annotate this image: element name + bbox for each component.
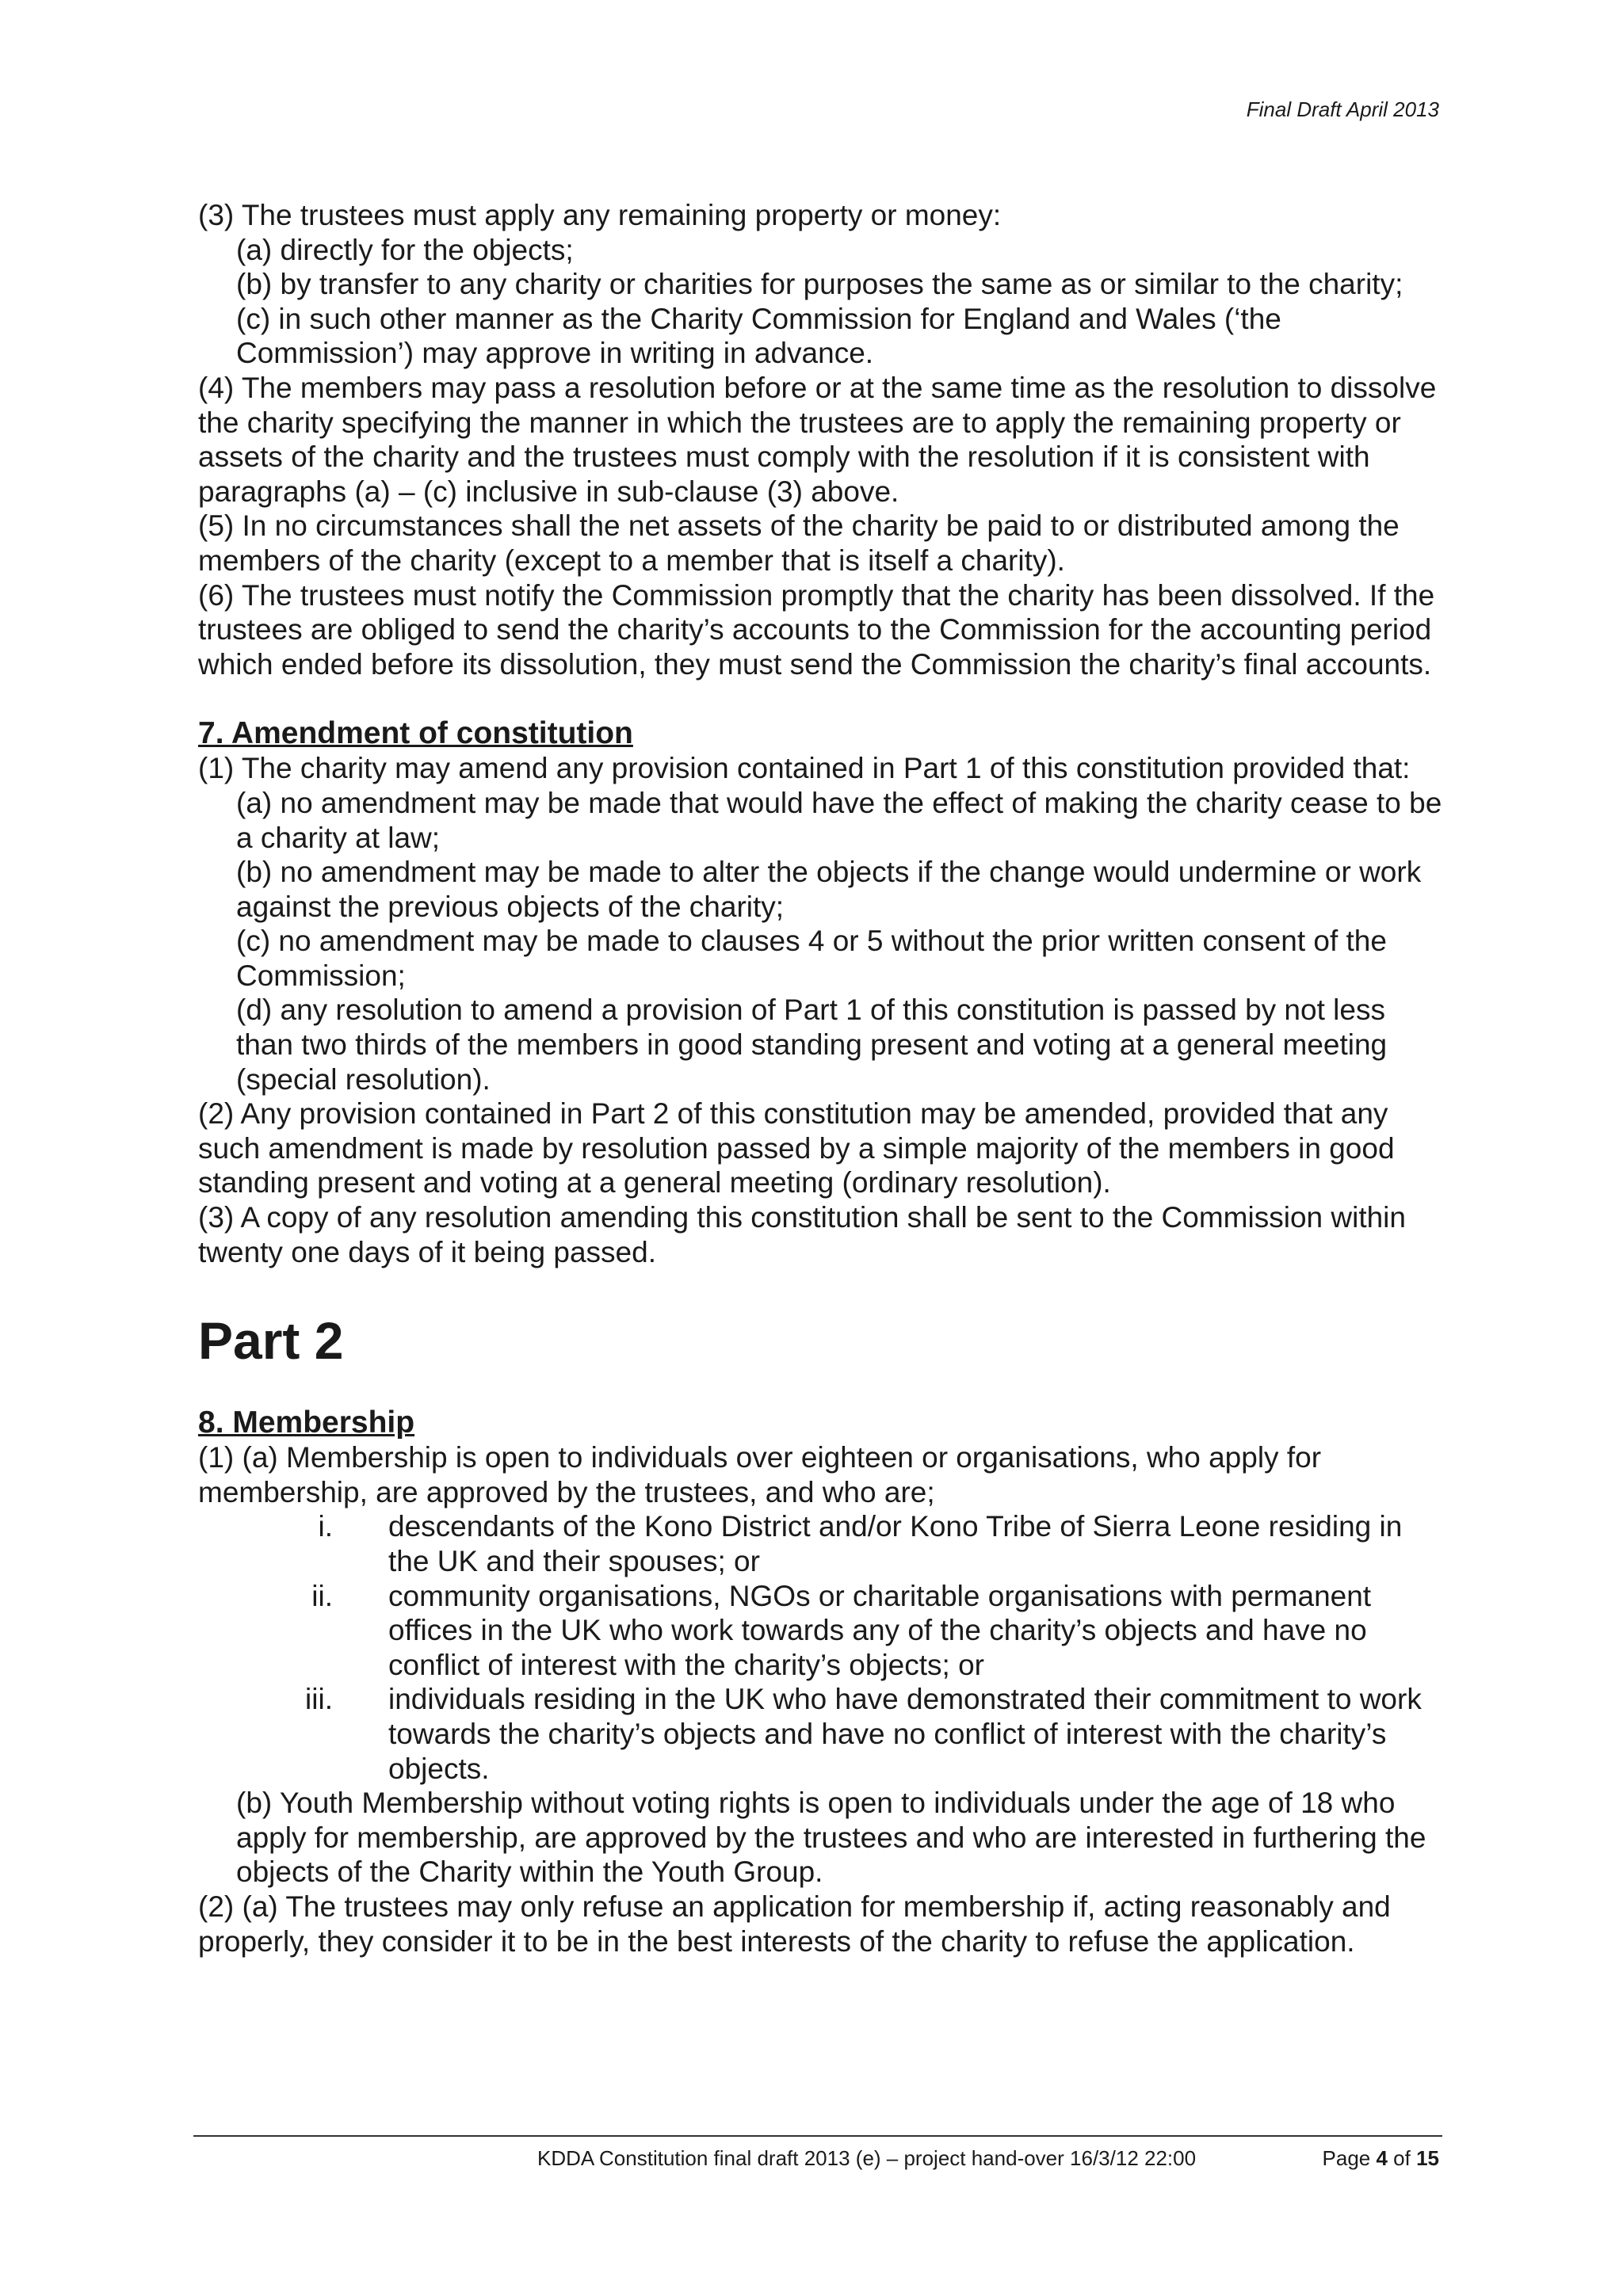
clause7-para-3: (3) A copy of any resolution amending this constitution shall be sent to the Commission within twenty one days of it being passed. <box>198 1201 1406 1268</box>
list-item-text: descendants of the Kono District and/or Kono Tribe of Sierra Leone residing in the UK and their spouses; or <box>388 1510 1403 1577</box>
clause8-para-2a: (2) (a) The trustees may only refuse an application for membership if, acting reasonably and properly, they consider it to be in the best interests of the charity to refuse the application. <box>198 1890 1391 1958</box>
membership-criteria-item <box>198 1682 1450 1786</box>
clause6-para-3c: (c) in such other manner as the Charity Commission for England and Wales (‘the Commission’) may approve in writing in advance. <box>236 302 1281 370</box>
page-prefix: Page <box>1322 2146 1377 2170</box>
part2-heading: Part 2 <box>198 1311 344 1371</box>
clause6-para-6: (6) The trustees must notify the Commission promptly that the charity has been dissolved. If the trustees are obliged to send the charity’s accounts to the Commission for the accounting period which ended before its dissolution, they must send the Commission the charity’s final accounts. <box>198 578 1435 681</box>
list-item-number: i. <box>318 1510 333 1543</box>
clause8-para-1a: (1) (a) Membership is open to individuals over eighteen or organisations, who apply for membership, are approved by the trustees, and who are; <box>198 1441 1322 1508</box>
clause7-para-1c: (c) no amendment may be made to clauses 4 or 5 without the prior written consent of the Commission; <box>236 925 1387 992</box>
list-item-text: community organisations, NGOs or charitable organisations with permanent offices in the UK who work towards any of the charity’s objects and have no conflict of interest with the charity’s objects; or <box>388 1579 1372 1681</box>
header-draft-note: Final Draft April 2013 <box>1246 97 1439 121</box>
clause7-para-1: (1) The charity may amend any provision contained in Part 1 of this constitution provided that: <box>198 752 1411 785</box>
clause7-heading: 7. Amendment of constitution <box>198 716 633 751</box>
document-body <box>198 198 1450 1958</box>
clause6-para-4: (4) The members may pass a resolution before or at the same time as the resolution to dissolve the charity specifying the manner in which the trustees are to apply the remaining property or assets of the charity and the trustees must comply with the resolution if it is consistent with paragraphs (a) – (c) inclusive in sub-clause (3) above. <box>198 371 1437 508</box>
membership-criteria-item <box>198 1579 1450 1683</box>
clause7-para-1d: (d) any resolution to amend a provision of Part 1 of this constitution is passed by not less than two thirds of the members in good standing present and voting at a general meeting (special resolution). <box>236 994 1388 1096</box>
clause8-para-1b: (b) Youth Membership without voting rights is open to individuals under the age of 18 who apply for membership, are approved by the trustees and who are interested in furthering the objects of the Charity within the Youth Group. <box>236 1787 1426 1889</box>
footer-document-reference: KDDA Constitution final draft 2013 (e) – project hand-over 16/3/12 22:00 <box>537 2146 1197 2170</box>
list-item-number: ii. <box>311 1579 333 1612</box>
footer-divider <box>193 2135 1442 2137</box>
clause6-para-3b: (b) by transfer to any charity or charities for purposes the same as or similar to the charity; <box>236 268 1403 301</box>
clause7-para-2: (2) Any provision contained in Part 2 of this constitution may be amended, provided that any such amendment is made by resolution passed by a simple majority of the members in good standing present and voting at a general meeting (ordinary resolution). <box>198 1097 1395 1199</box>
membership-criteria-item <box>198 1509 1450 1578</box>
clause6-para-3: (3) The trustees must apply any remaining property or money: <box>198 199 1002 231</box>
clause8-heading: 8. Membership <box>198 1405 415 1440</box>
clause6-para-5: (5) In no circumstances shall the net assets of the charity be paid to or distributed among the members of the charity (except to a member that is itself a charity). <box>198 509 1400 577</box>
page-current: 4 <box>1376 2146 1388 2170</box>
clause7-para-1a: (a) no amendment may be made that would have the effect of making the charity cease to be a charity at law; <box>236 786 1442 854</box>
clause7-para-1b: (b) no amendment may be made to alter the objects if the change would undermine or work against the previous objects of the charity; <box>236 856 1422 923</box>
clause6-para-3a: (a) directly for the objects; <box>236 233 574 266</box>
page-total: 15 <box>1416 2146 1439 2170</box>
footer-page-number <box>1323 2145 1439 2171</box>
list-item-text: individuals residing in the UK who have demonstrated their commitment to work towards the charity’s objects and have no conflict of interest with the charity’s objects. <box>388 1683 1422 1785</box>
list-item-number: iii. <box>305 1683 333 1716</box>
page-of: of <box>1387 2146 1417 2170</box>
